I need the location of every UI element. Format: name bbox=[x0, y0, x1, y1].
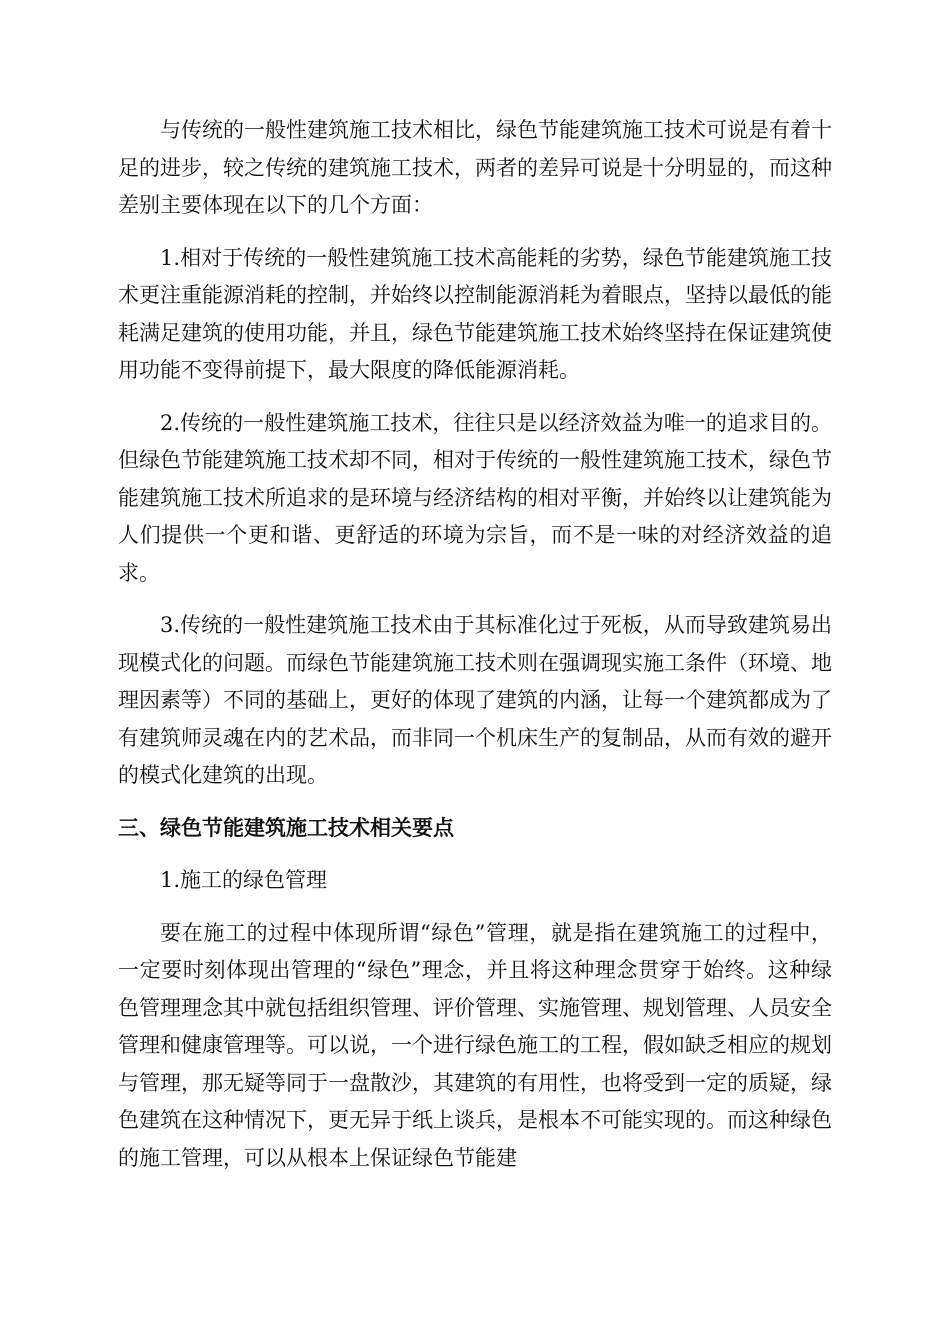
document-body bbox=[118, 112, 832, 1192]
subsection-heading: 1.施工的绿色管理 bbox=[160, 868, 328, 892]
paragraph-point-1: 1.相对于传统的一般性建筑施工技术高能耗的劣势，绿色节能建筑施工技术更注重能源消耗的控制，并始终以控制能源消耗为着眼点，坚持以最低的能耗满足建筑的使用功能，并且，绿色节能建筑施工技术始终坚持在保证建筑使用功能不变得前提下，最大限度的降低能源消耗。 bbox=[118, 245, 832, 382]
paragraph-green-management: 要在施工的过程中体现所谓“绿色”管理，就是指在建筑施工的过程中，一定要时刻体现出管理的“绿色”理念，并且将这种理念贯穿于始终。这种绿色管理理念其中就包括组织管理、评价管理、实施管理、规划管理、人员安全管理和健康管理等。可以说，一个进行绿色施工的工程，假如缺乏相应的规划与管理，那无疑等同于一盘散沙，其建筑的有用性，也将受到一定的质疑，绿色建筑在这种情况下，更无异于纸上谈兵，是根本不可能实现的。而这种绿色的施工管理，可以从根本上保证绿色节能建 bbox=[118, 920, 832, 1170]
section-heading: 三、绿色节能建筑施工技术相关要点 bbox=[118, 815, 454, 840]
paragraph-point-3: 3.传统的一般性建筑施工技术由于其标准化过于死板，从而导致建筑易出现模式化的问题。而绿色节能建筑施工技术则在强调现实施工条件（环境、地理因素等）不同的基础上，更好的体现了建筑的内涵，让每一个建筑都成为了有建筑师灵魂在内的艺术品，而非同一个机床生产的复制品，从而有效的避开的模式化建筑的出现。 bbox=[118, 613, 832, 787]
paragraph-intro: 与传统的一般性建筑施工技术相比，绿色节能建筑施工技术可说是有着十足的进步，较之传统的建筑施工技术，两者的差异可说是十分明显的，而这种差别主要体现在以下的几个方面： bbox=[118, 118, 832, 217]
paragraph-point-2: 2.传统的一般性建筑施工技术，往往只是以经济效益为唯一的追求目的。但绿色节能建筑施工技术却不同，相对于传统的一般性建筑施工技术，绿色节能建筑施工技术所追求的是环境与经济结构的相对平衡，并始终以让建筑能为人们提供一个更和谐、更舒适的环境为宗旨，而不是一味的对经济效益的追求。 bbox=[118, 410, 832, 585]
